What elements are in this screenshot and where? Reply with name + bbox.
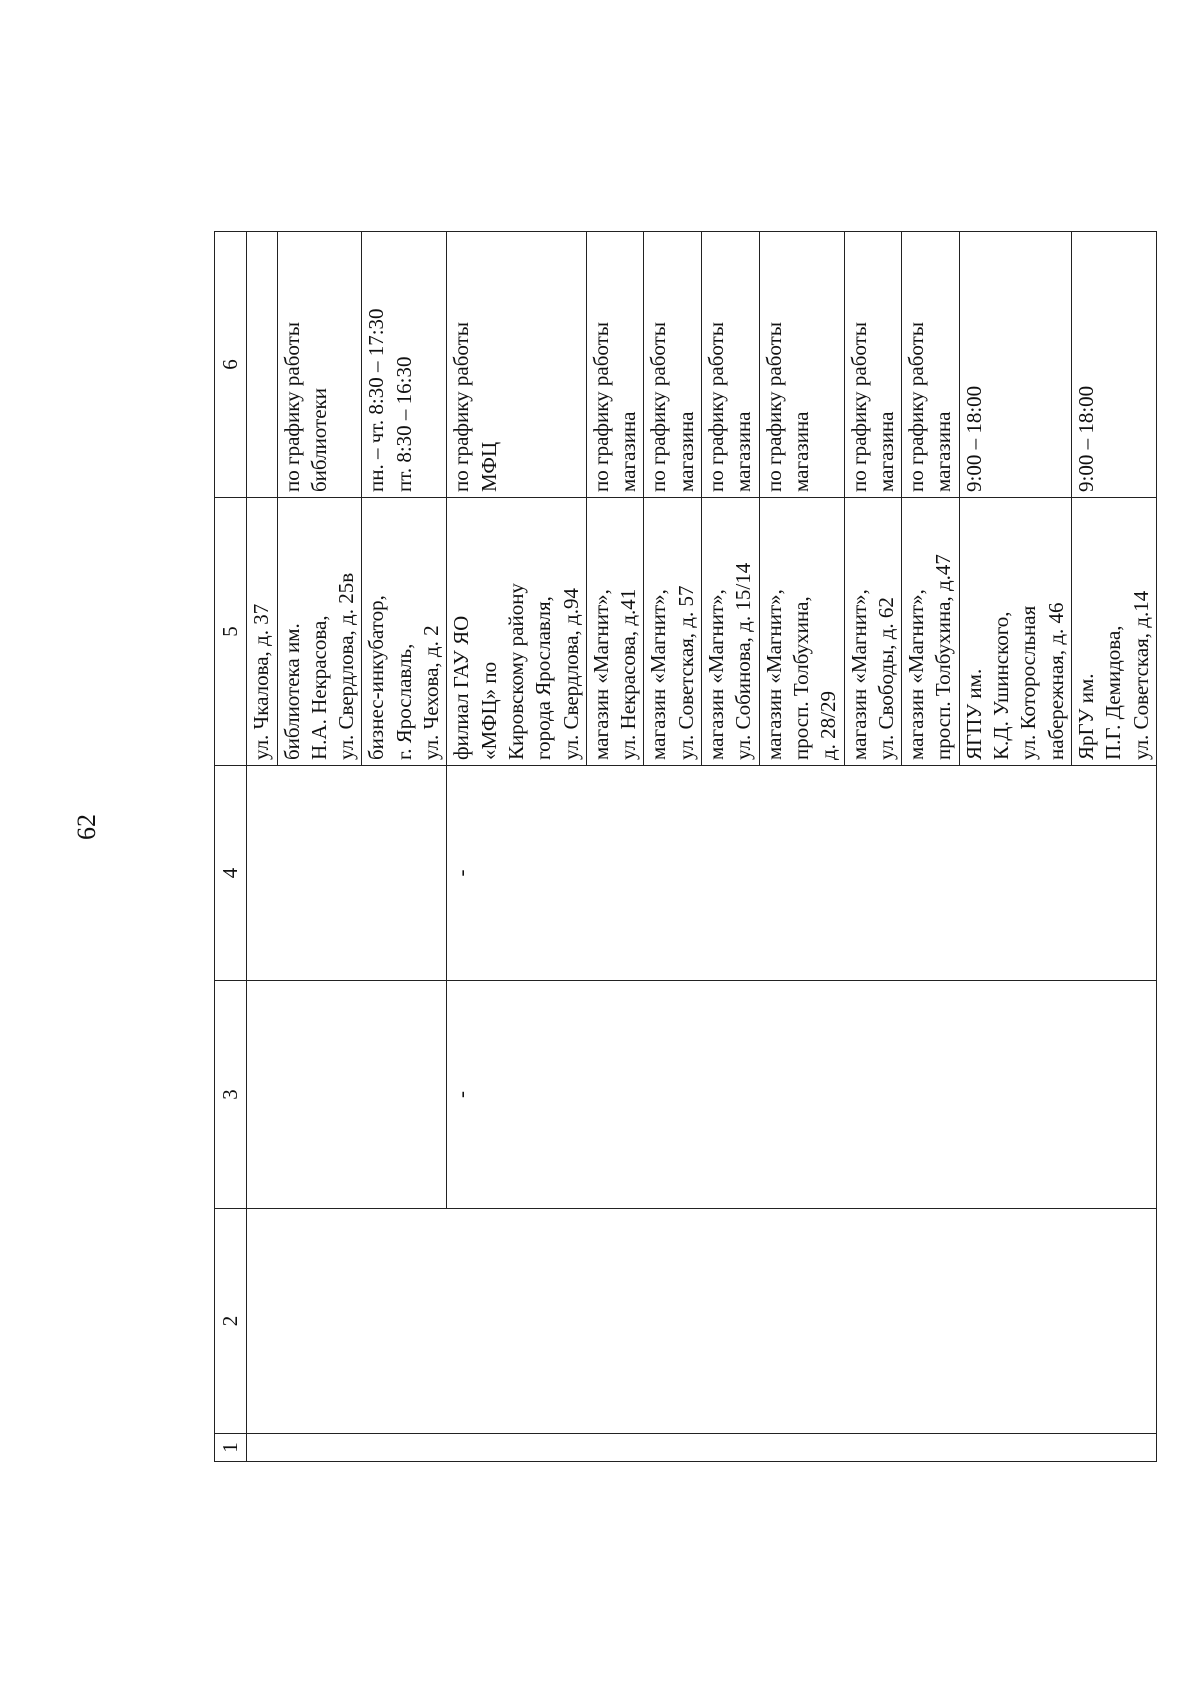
cell-col1 [247,1434,1157,1462]
cell-schedule: по графику работы магазина [644,232,702,498]
cell-schedule [247,232,277,498]
cell-schedule: по графику работы магазина [902,232,960,498]
data-table [214,231,1157,1462]
cell-address: магазин «Магнит», просп. Толбухина, д. 28/29 [759,498,844,766]
cell-schedule: по графику работы библиотеки [277,232,362,498]
cell-col4 [247,766,447,981]
cell-schedule: 9:00 – 18:00 [959,232,1071,498]
cell-address: библиотека им. Н.А. Некрасова, ул. Свердлова, д. 25в [277,498,362,766]
cell-schedule: по графику работы магазина [586,232,644,498]
cell-schedule: по графику работы магазина [844,232,902,498]
cell-address: ЯГПУ им. К.Д. Ушинского, ул. Которосльная набережная, д. 46 [959,498,1071,766]
cell-schedule: пн. – чт. 8:30 – 17:30 пт. 8:30 – 16:30 [362,232,447,498]
cell-schedule: по графику работы магазина [759,232,844,498]
header-row [215,232,247,1462]
cell-address: магазин «Магнит», ул. Свободы, д. 62 [844,498,902,766]
cell-address: магазин «Магнит», ул. Некрасова, д.41 [586,498,644,766]
page-number: 62 [72,814,101,840]
column-header-1: 1 [215,1434,247,1462]
cell-schedule: по графику работы магазина [702,232,760,498]
column-header-4: 4 [215,766,247,981]
cell-address: магазин «Магнит», ул. Советская, д. 57 [644,498,702,766]
table-row [247,232,277,1462]
cell-schedule: по графику работы МФЦ [447,232,586,498]
cell-address: ул. Чкалова, д. 37 [247,498,277,766]
column-header-6: 6 [215,232,247,498]
column-header-5: 5 [215,498,247,766]
cell-col3-dash: - [447,981,1156,1209]
cell-col2 [247,1209,1157,1434]
cell-address: филиал ГАУ ЯО «МФЦ» по Кировскому району города Ярославля, ул. Свердлова, д.94 [447,498,586,766]
cell-address: бизнес-инкубатор, г. Ярославль, ул. Чехова, д. 2 [362,498,447,766]
cell-address: магазин «Магнит», ул. Собинова, д. 15/14 [702,498,760,766]
cell-col4-dash: - [447,766,1156,981]
column-header-3: 3 [215,981,247,1209]
cell-address: магазин «Магнит», просп. Толбухина, д.47 [902,498,960,766]
column-header-2: 2 [215,1209,247,1434]
cell-col3 [247,981,447,1209]
cell-schedule: 9:00 – 18:00 [1071,232,1156,498]
cell-address: ЯрГУ им. П.Г. Демидова, ул. Советская, д.14 [1071,498,1156,766]
table-container [214,232,1153,1462]
